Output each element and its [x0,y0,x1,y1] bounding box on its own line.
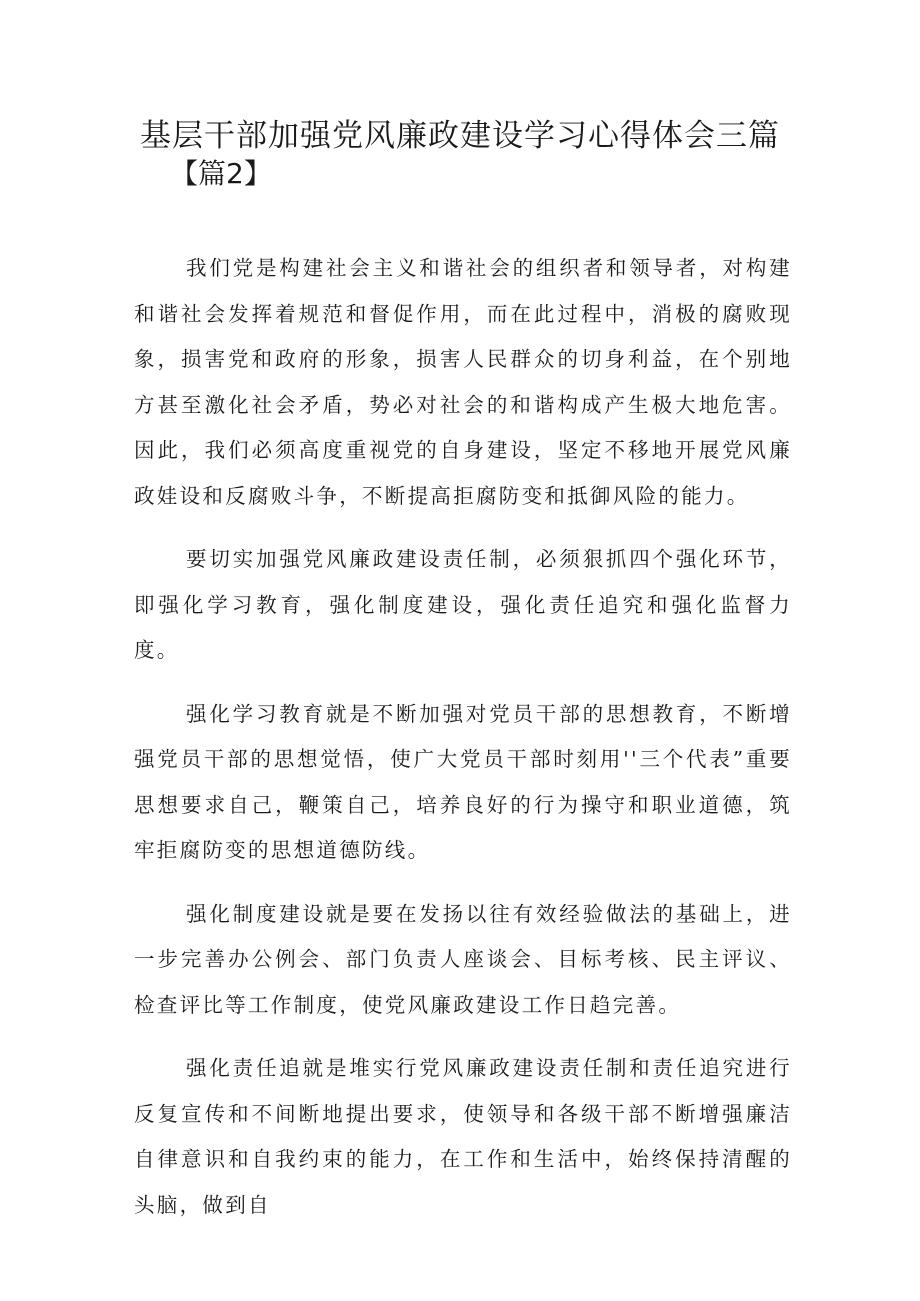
paragraph: 强化学习教育就是不断加强对党员干部的思想教育，不断增强党员干部的思想觉悟，使广大党员干部时刻用''三个代表”重要思想要求自己，鞭策自己，培养良好的行为操守和职业道德，筑牢拒腐防变的思想道德防线。 [134,701,792,862]
paragraph: 我们党是构建社会主义和谐社会的组织者和领导者，对构建和谐社会发挥着规范和督促作用，而在此过程中，消极的腐败现象，损害党和政府的形象，损害人民群众的切身利益，在个别地方甚至激化社会矛盾，势必对社会的和谐构成产生极大地危害。因此，我们必须高度重视党的自身建设，坚定不移地开展党风廉政娃设和反腐败斗争，不断提高拒腐防变和抵御风险的能力。 [134,256,792,508]
paragraph: 强化制度建设就是要在发扬以往有效经验做法的基础上，进一步完善办公例会、部门负责人座谈会、目标考核、民主评议、检查评比等工作制度，使党风廉政建设工作日趋完善。 [134,901,792,1017]
section-heading: 【篇2】 [170,157,272,190]
paragraph: 强化责任追就是堆实行党风廉政建设责任制和责任追究进行反复宣传和不间断地提出要求，使领导和各级干部不断增强廉洁自律意识和自我约束的能力，在工作和生活中，始终保持清醒的头脑，做到自 [134,1056,792,1217]
paragraph: 要切实加强党风廉政建设责任制，必须狠抓四个强化环节，即强化学习教育，强化制度建设，强化责任追究和强化监督力度。 [134,547,792,662]
document-title: 基层干部加强党风廉政建设学习心得体会三篇 [140,118,780,154]
document-body [134,246,792,1246]
